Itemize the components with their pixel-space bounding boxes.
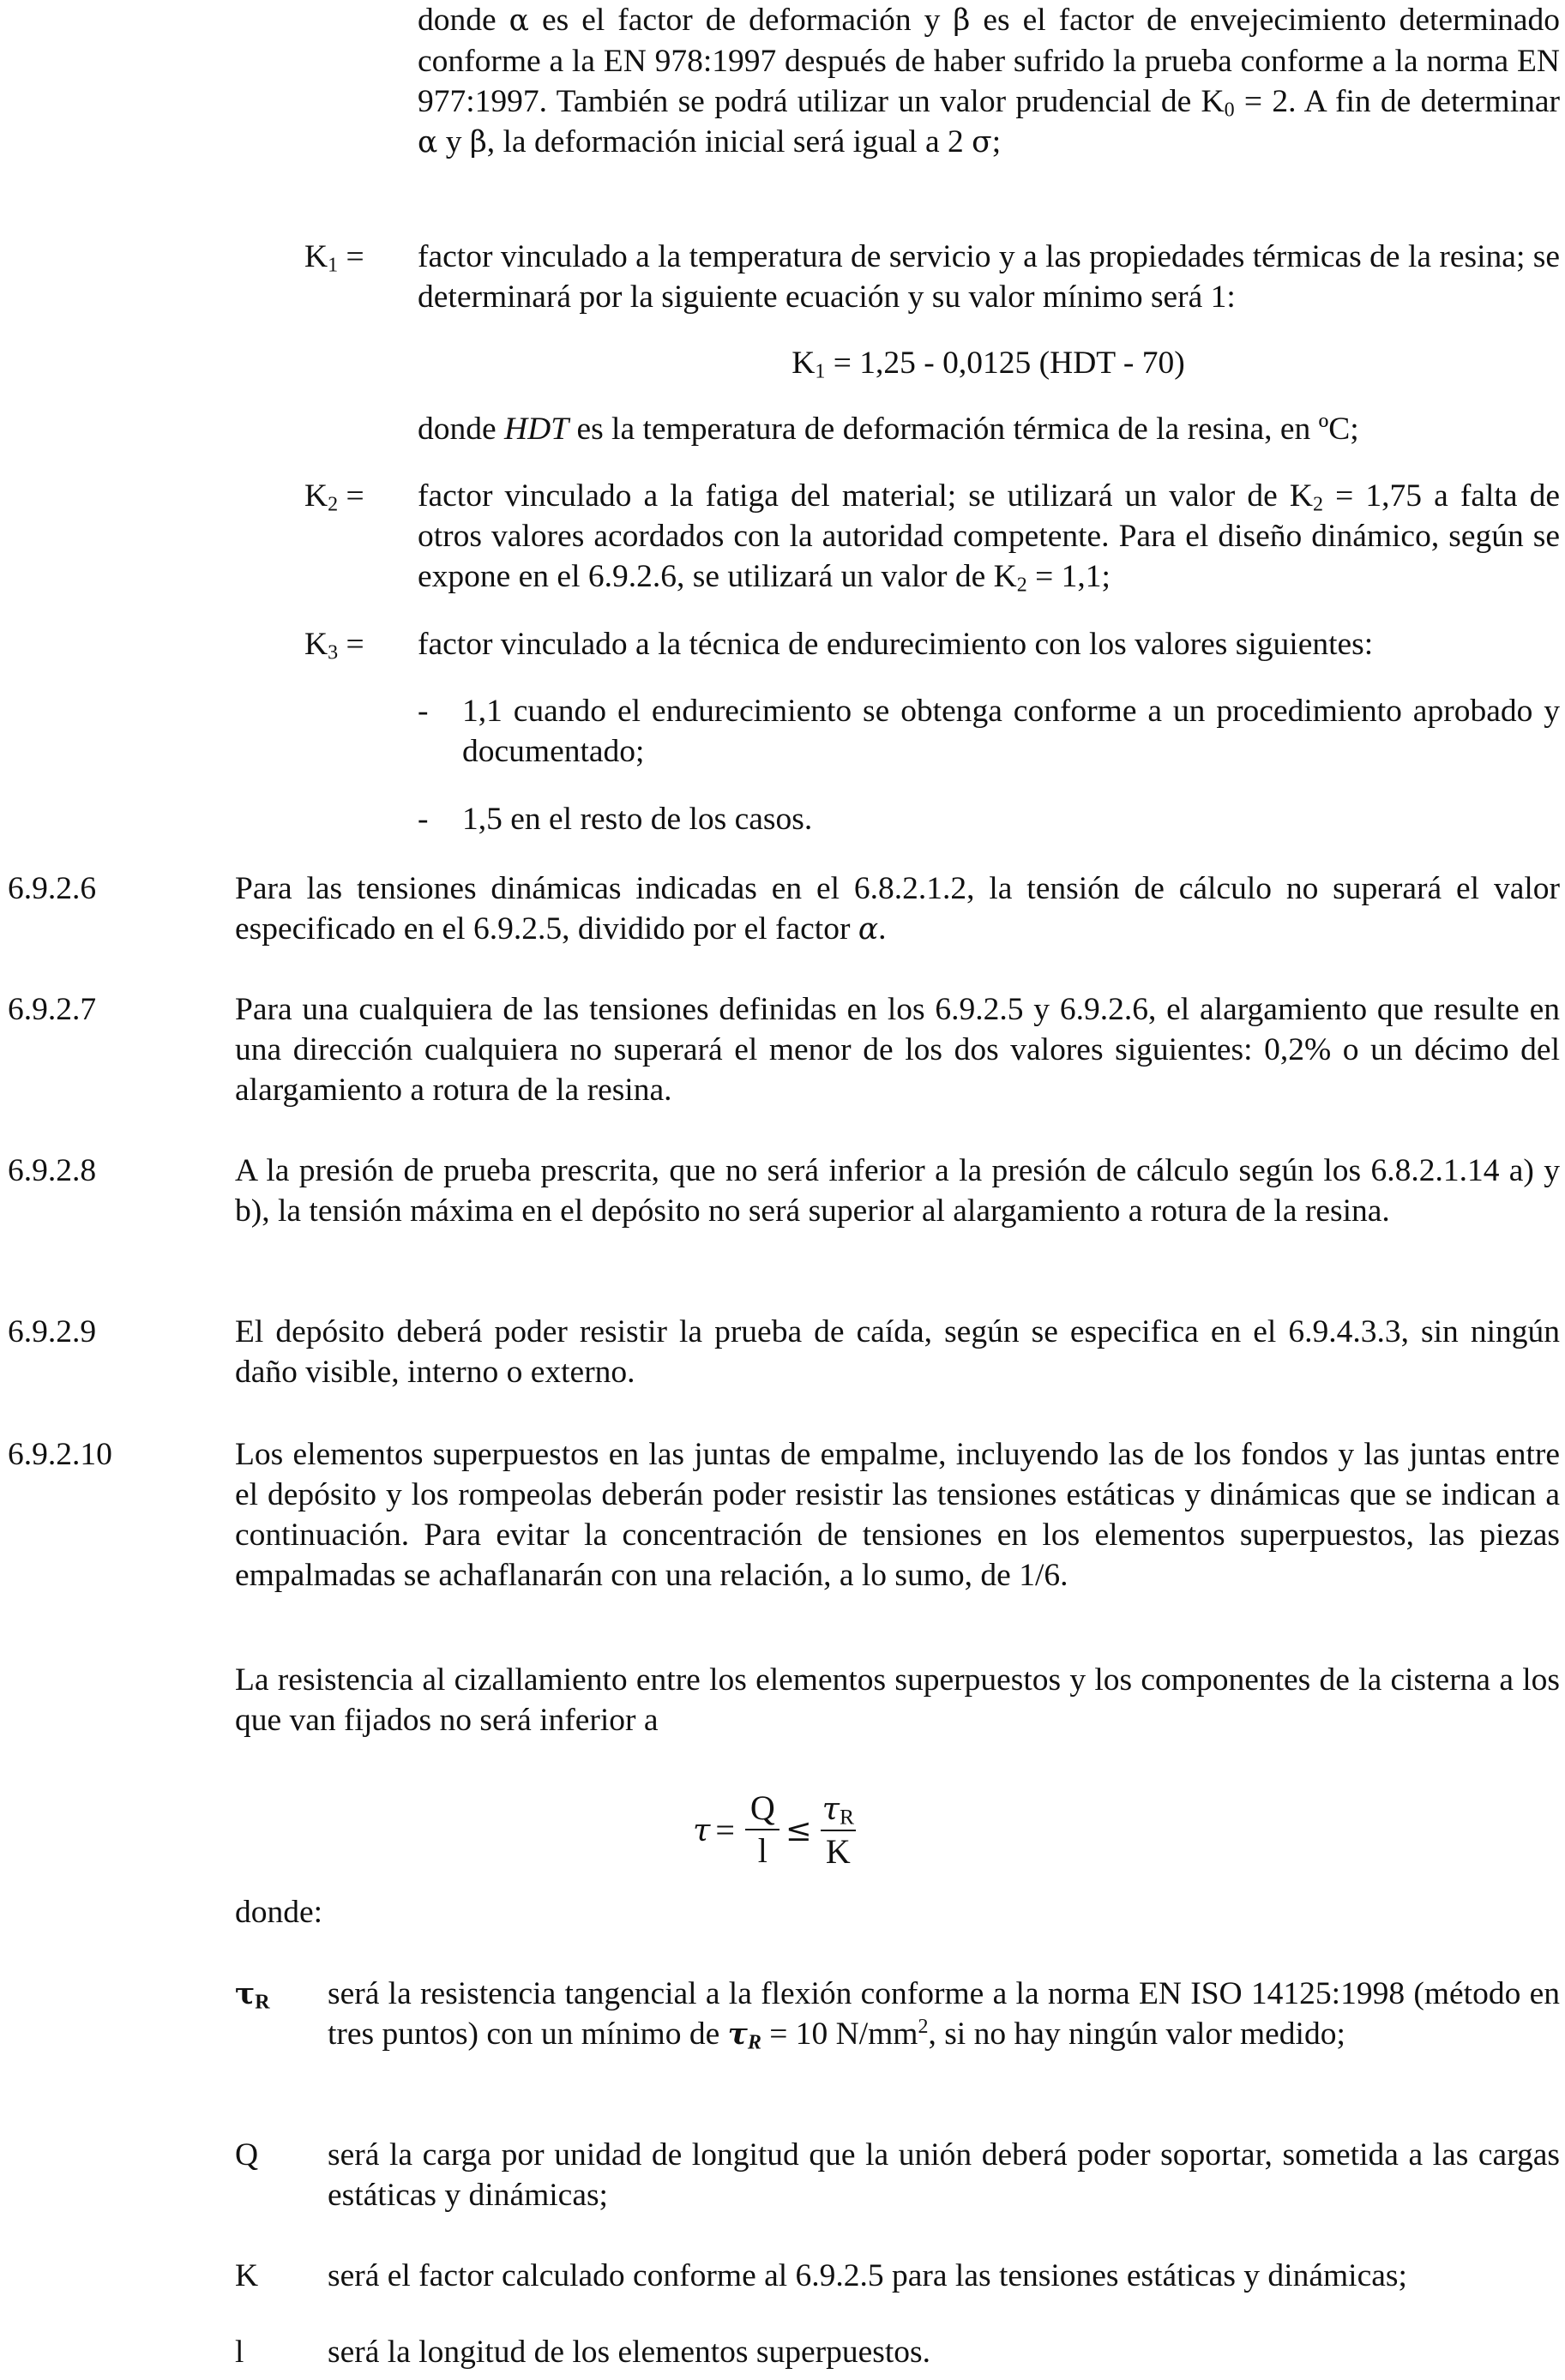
clause-number: 6.9.2.10 — [8, 1437, 112, 1472]
k2-label: $K_2$ = — [304, 478, 364, 516]
k1-equation: $K_1 = 1,25 - 0,0125$ (HDT - 70) — [792, 346, 1185, 383]
clause-text: Los elementos superpuestos en las juntas de empalme, incluyendo las de los fondos y las juntas entre el depósito y los rompeolas deberán poder resistir las tensiones estáticas y dinámicas que se indican a continuación. Para evitar la concentración de tensiones en los elementos superpuestos, las piezas empalmadas se achaflanarán con una relación, a lo sumo, de 1/6. — [235, 1437, 1560, 1593]
symbol-l: l — [235, 2335, 244, 2370]
clause-number: 6.9.2.8 — [8, 1153, 97, 1188]
definition-l: será la longitud de los elementos superpuestos. — [328, 2335, 930, 2370]
clause-number: 6.9.2.6 — [8, 871, 97, 906]
fraction-denominator: l — [745, 1829, 779, 1872]
formula-fraction-tau-k — [817, 1788, 859, 1872]
k3-label: $K_3$ = — [304, 627, 364, 664]
formula-tau: τ — [693, 1811, 711, 1848]
list-item: 1,1 cuando el endurecimiento se obtenga conforme a un procedimiento aprobado y documentado; — [462, 694, 1560, 769]
symbol-k: K — [235, 2258, 259, 2293]
symbol-q: Q — [235, 2137, 259, 2173]
clause-text: Para una cualquiera de las tensiones definidas en los 6.9.2.5 y 6.9.2.6, el alargamiento que resulte en una dirección cualquiera no superará el menor de los dos valores siguientes: 0,2% o un décimo del alargamiento a rotura de la resina. — [235, 992, 1560, 1108]
definition-tau-r: será la resistencia tangencial a la flexión conforme a la norma EN ISO 14125:1998 (método en tres puntos) con un mínimo de $\tau_R = 10$ $N/mm^2$, si no hay ningún valor medido; — [328, 1976, 1560, 2054]
k1-label: $K_1$ = — [304, 239, 364, 277]
clause-number: 6.9.2.7 — [8, 992, 97, 1027]
clause-number: 6.9.2.9 — [8, 1314, 97, 1349]
clause-text: A la presión de prueba prescrita, que no será inferior a la presión de cálculo según los 6.8.2.1.14 a) y b), la tensión máxima en el depósito no será superior al alargamiento a rotura de la resina. — [235, 1153, 1560, 1229]
clause-text: El depósito deberá poder resistir la prueba de caída, según se especifica en el 6.9.4.3.3, sin ningún daño visible, interno o externo. — [235, 1314, 1560, 1390]
k2-definition: factor vinculado a la fatiga del material; se utilizará un valor de $K_2 = 1,75$ a falta de otros valores acordados con la autoridad competente. Para el diseño dinámico, según se expone en el 6.9.2.6, se utilizará un valor de $K_2 = 1,1$; — [418, 478, 1560, 597]
clause-text: Para las tensiones dinámicas indicadas en el 6.8.2.1.2, la tensión de cálculo no superará el valor especificado en el 6.9.2.5, dividido por el factor α. — [235, 871, 1560, 947]
formula-fraction-q-l — [745, 1788, 780, 1872]
formula-leq: ≤ — [785, 1811, 812, 1848]
symbol-tau-r: $\tau_R$ — [235, 1977, 270, 2014]
fraction-numerator: $\tau_R$ — [822, 1789, 855, 1830]
list-item: 1,5 en el resto de los casos. — [462, 802, 813, 837]
definition-k: será el factor calculado conforme al 6.9.2.5 para las tensiones estáticas y dinámicas; — [328, 2258, 1407, 2293]
k3-definition: factor vinculado a la técnica de endurecimiento con los valores siguientes: — [418, 627, 1374, 662]
hdt-definition: donde HDT es la temperatura de deformación térmica de la resina, en ºC; — [418, 412, 1359, 447]
shear-formula — [693, 1779, 864, 1880]
shear-paragraph: La resistencia al cizallamiento entre los elementos superpuestos y los componentes de la cisterna a los que van fijados no será inferior a — [235, 1662, 1560, 1738]
formula-equals: = — [715, 1810, 735, 1849]
list-dash: - — [418, 802, 429, 837]
definition-q: será la carga por unidad de longitud que la unión deberá poder soportar, sometida a las cargas estáticas y dinámicas; — [328, 2137, 1560, 2213]
k1-definition: factor vinculado a la temperatura de servicio y a las propiedades térmicas de la resina; se determinará por la siguiente ecuación y su valor mínimo será 1: — [418, 239, 1560, 315]
fraction-denominator: K — [821, 1830, 856, 1872]
fraction-numerator: Q — [749, 1788, 775, 1827]
list-dash: - — [418, 694, 429, 729]
k0-continuation-paragraph: donde α es el factor de deformación y β es el factor de envejecimiento determinado conforme a la EN 978:1997 después de haber sufrido la prueba conforme a la norma EN 977:1997. También se podrá utilizar un valor prudencial de $K_0 = 2$. A fin de determinar α y β, la deformación inicial será igual a 2 σ; — [418, 3, 1560, 159]
donde-label: donde: — [235, 1895, 323, 1930]
